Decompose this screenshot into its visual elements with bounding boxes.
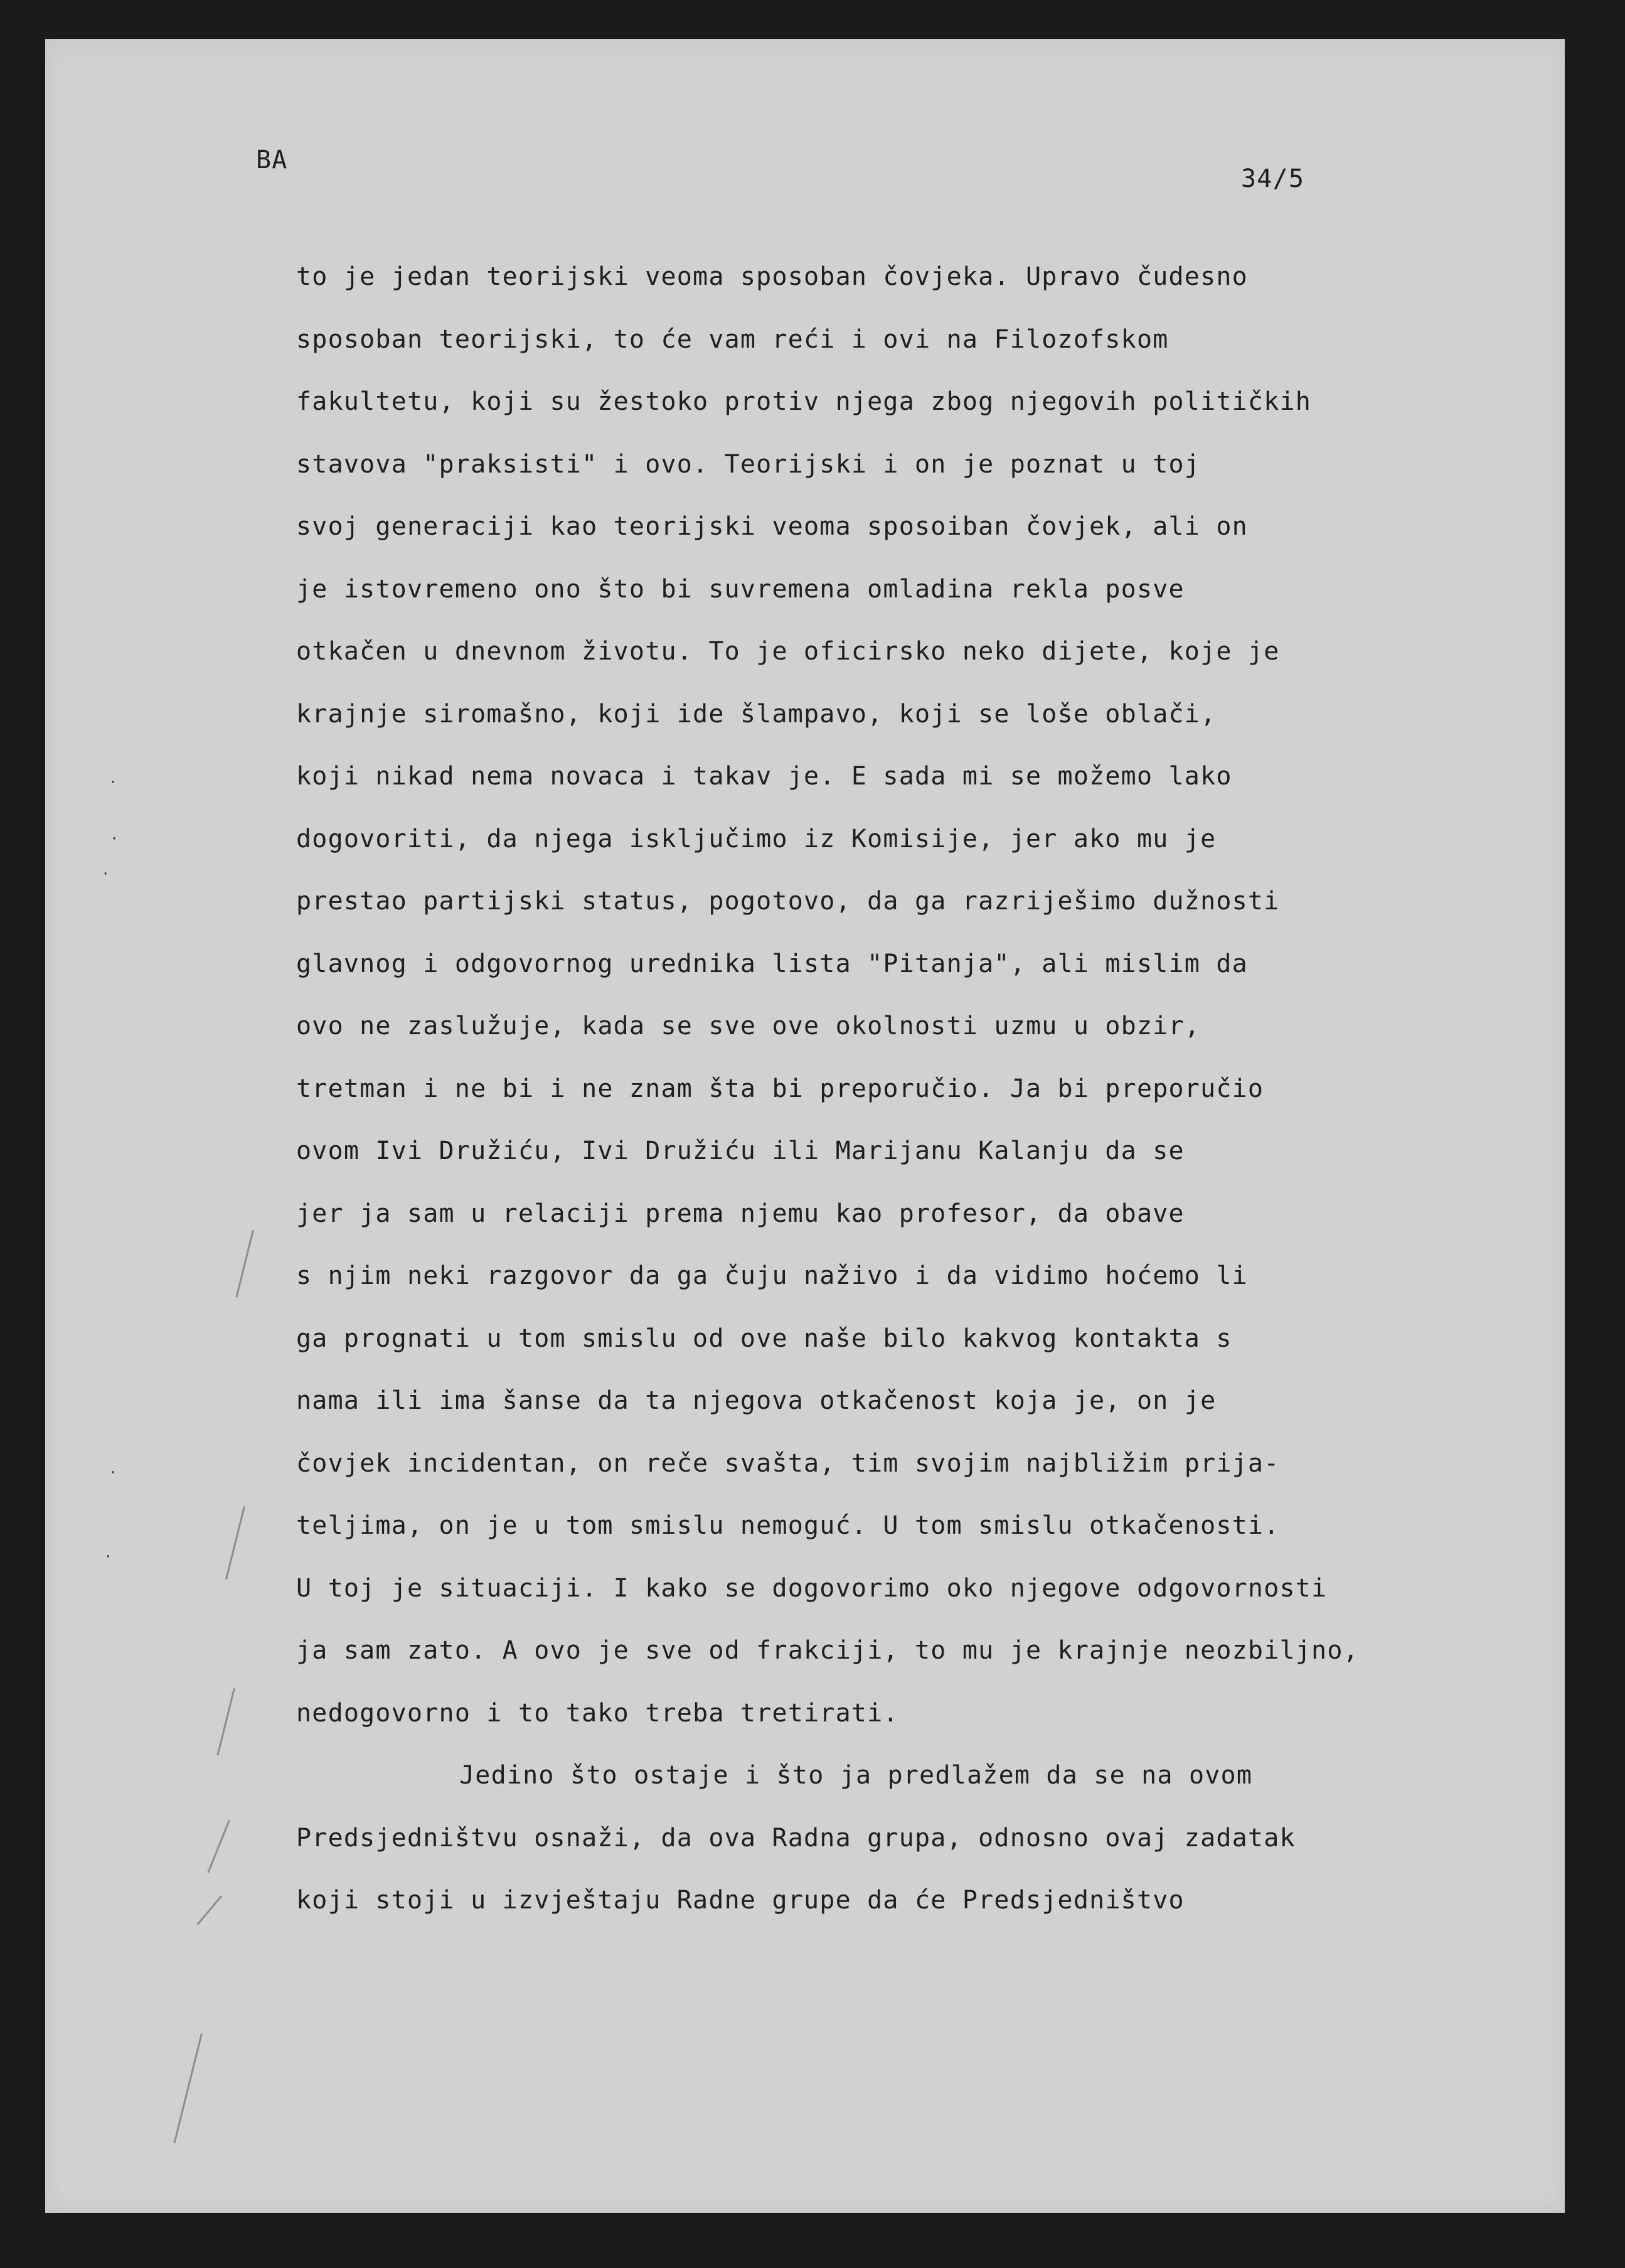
text-line: glavnog i odgovornog urednika lista "Pitanja", ali mislim da <box>296 949 1248 978</box>
text-line: je istovremeno ono što bi suvremena omladina rekla posve <box>296 574 1185 604</box>
text-line: ovo ne zaslužuje, kada se sve ove okolnosti uzmu u obzir, <box>296 1012 1201 1040</box>
document-header-code: BA <box>256 146 288 174</box>
paragraph-first-line: Jedino što ostaje i što ja predlažem da se na ovom <box>459 1761 1253 1790</box>
text-line: koji nikad nema novaca i takav je. E sada mi se možemo lako <box>296 762 1232 791</box>
text-line: dogovoriti, da njega isključimo iz Komisije, jer ako mu je <box>296 824 1217 853</box>
text-line: sposoban teorijski, to će vam reći i ovi na Filozofskom <box>296 324 1169 354</box>
margin-dot-mark: · <box>112 830 117 848</box>
text-line: U toj je situaciji. I kako se dogovorimo oko njegove odgovornosti <box>296 1573 1328 1603</box>
text-line: stavova "praksisti" i ovo. Teorijski i on je poznat u toj <box>296 449 1201 479</box>
margin-dot-mark: · <box>110 1463 116 1482</box>
text-line: nedogovorno i to tako treba tretirati. <box>296 1698 899 1728</box>
text-line: svoj generaciji kao teorijski veoma sposoiban čovjek, ali on <box>296 512 1248 541</box>
text-line: krajnje siromašno, koji ide šlampavo, koji se loše oblači, <box>296 699 1217 729</box>
document-body <box>296 246 1526 1932</box>
margin-dot-mark: · <box>105 1548 111 1566</box>
text-line: ja sam zato. A ovo je sve od frakciji, to mu je krajnje neozbiljno, <box>296 1636 1359 1665</box>
text-line: to je jedan teorijski veoma sposoban čovjeka. Upravo čudesno <box>296 262 1248 291</box>
text-line: tretman i ne bi i ne znam šta bi preporučio. Ja bi preporučio <box>296 1074 1264 1103</box>
text-line: čovjek incidentan, on reče svašta, tim svojim najbližim prija- <box>296 1448 1280 1478</box>
text-line: ga prognati u tom smislu od ove naše bilo kakvog kontakta s <box>296 1324 1232 1353</box>
text-line: koji stoji u izvještaju Radne grupe da će Predsjedništvo <box>296 1886 1185 1915</box>
margin-dot-mark: · <box>110 773 116 792</box>
text-line: nama ili ima šanse da ta njegova otkačenost koja je, on je <box>296 1386 1217 1415</box>
text-line: Predsjedništvu osnaži, da ova Radna grupa, odnosno ovaj zadatak <box>296 1823 1296 1853</box>
text-line: jer ja sam u relaciji prema njemu kao profesor, da obave <box>296 1199 1185 1228</box>
text-line: teljima, on je u tom smislu nemoguć. U tom smislu otkačenosti. <box>296 1511 1280 1540</box>
text-line: fakultetu, koji su žestoko protiv njega zbog njegovih političkih <box>296 387 1312 416</box>
margin-dot-mark: · <box>103 865 109 884</box>
text-line: s njim neki razgovor da ga čuju naživo i da vidimo hoćemo li <box>296 1261 1248 1290</box>
text-line: ovom Ivi Družiću, Ivi Družiću ili Marijanu Kalanju da se <box>296 1137 1185 1165</box>
text-line: otkačen u dnevnom životu. To je oficirsko neko dijete, koje je <box>296 637 1280 666</box>
page-number: 34/5 <box>1241 164 1305 193</box>
text-line: prestao partijski status, pogotovo, da ga razriješimo dužnosti <box>296 887 1280 916</box>
